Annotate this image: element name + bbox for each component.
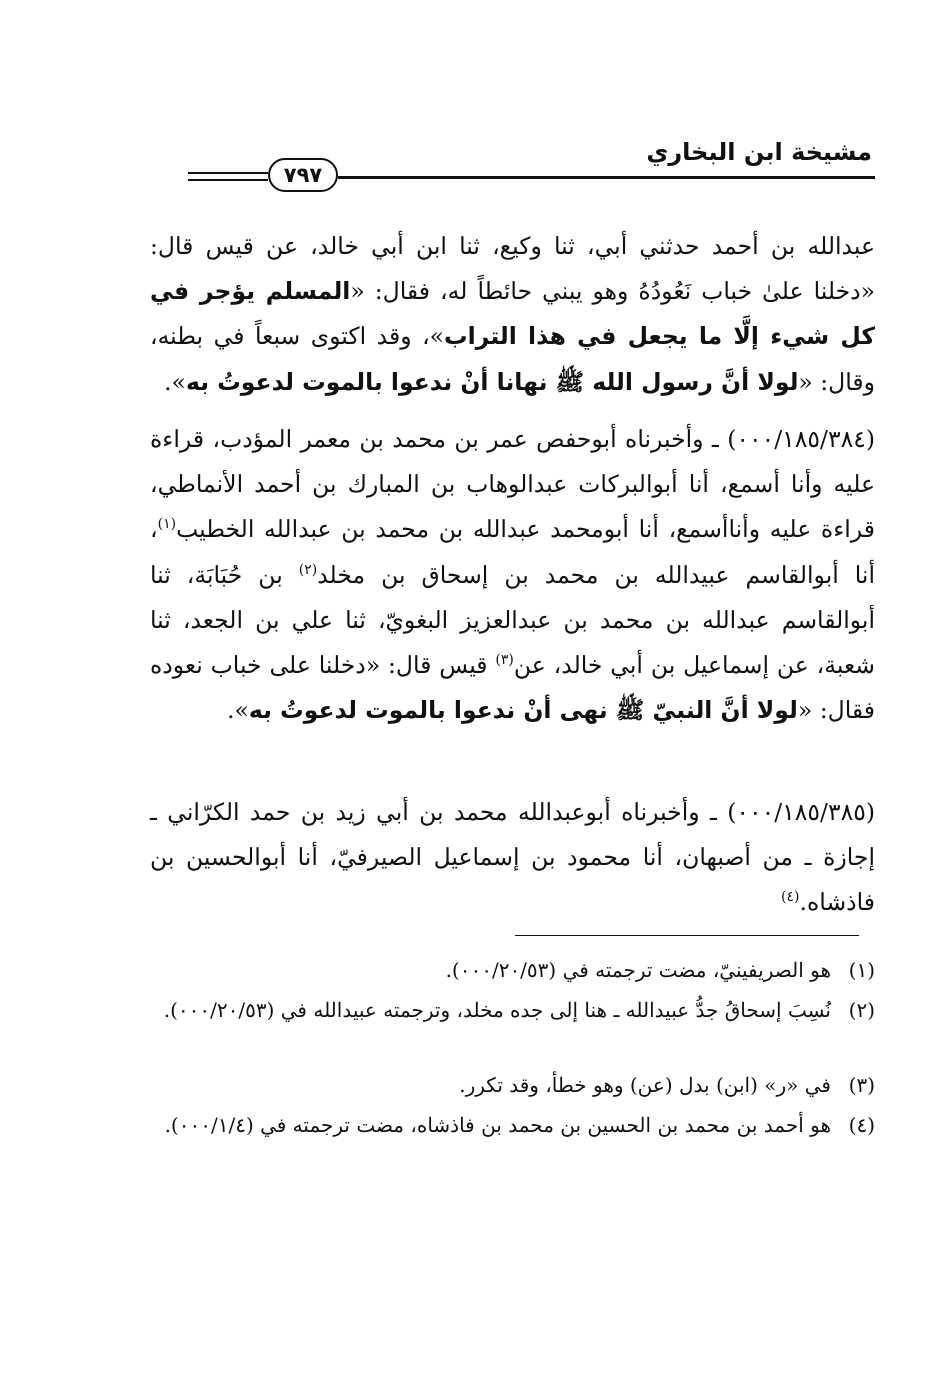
bold-quote: لولا أنَّ رسول الله ﷺ نهانا أنْ ندعوا بالموت لدعوتُ به	[185, 367, 799, 396]
text: ».	[164, 367, 186, 396]
text: ».	[227, 696, 249, 725]
text: عبدالله بن أحمد حدثني أبي، ثنا وكيع، ثنا ابن أبي خالد، عن قيس قال: «دخلنا علىٰ خباب نَعُودُهُ وهو يبني حائطاً له، فقال: «	[150, 232, 875, 306]
footnote-text: هو أحمد بن محمد بن الحسين بن محمد بن فاذشاه، مضت ترجمته في (٠٠٠/١/٤).	[164, 1113, 831, 1137]
footnote-separator	[515, 935, 859, 936]
footnote-ref-3[interactable]: (٣)	[495, 652, 514, 669]
page-number: ٧٩٧	[268, 158, 338, 192]
footnote-text: نُسِبَ إسحاقُ جدُّ عبيدالله ـ هنا إلى جده مخلد، وترجمته عبيدالله في (٠٠٠/٢٠/٥٣).	[163, 998, 831, 1022]
bold-quote: لولا أنَّ النبيّ ﷺ نهى أنْ ندعوا بالموت لدعوتُ به	[248, 696, 798, 725]
footnote-number: (٣)	[848, 1073, 875, 1097]
text: ، أنا أبوالقاسم عبيدالله بن محمد بن إسحاق بن مخلد	[150, 515, 875, 589]
paragraph-1	[150, 224, 875, 405]
footnote-ref-1[interactable]: (١)	[157, 516, 177, 533]
text: (٠٠٠/١٨٥/٣٨٤) ـ وأخبرناه أبوحفص عمر بن محمد بن معمر المؤدب، قراءة عليه وأنا أسمع، أنا أبوالبركات عبدالوهاب بن المبارك بن أحمد الأنماطي، قراءة عليه وأناأسمع، أنا أبومحمد عبدالله بن محمد بن عبدالله الخطيب	[150, 425, 875, 544]
header-rule-left-bottom	[188, 179, 268, 181]
header-rule-left-top	[188, 172, 268, 174]
running-header-title: مشيخة ابن البخاري	[646, 138, 872, 166]
footnote-ref-2[interactable]: (٢)	[298, 561, 318, 578]
footnote-2	[140, 993, 875, 1028]
paragraph-3	[150, 790, 875, 926]
bold-quote: المسلم يؤجر في كل شيء إلَّا ما يجعل في هذا التراب	[150, 277, 875, 351]
footnote-number: (٢)	[848, 998, 875, 1022]
paragraph-2	[150, 417, 875, 733]
text: »، وقد اكتوى سبعاً في بطنه، وقال: «	[150, 322, 875, 396]
footnote-text: هو الصريفينيّ، مضت ترجمته في (٠٠٠/٢٠/٥٣).	[445, 958, 831, 982]
footnote-3	[140, 1068, 875, 1103]
footnote-ref-4[interactable]: (٤)	[781, 889, 800, 906]
footnote-1	[140, 953, 875, 988]
footnote-number: (٤)	[848, 1113, 875, 1137]
text: قيس قال: «دخلنا على خباب نعوده فقال: «	[150, 651, 875, 725]
text: (٠٠٠/١٨٥/٣٨٥) ـ وأخبرناه أبوعبدالله محمد بن أبي زيد بن حمد الكرّاني ـ إجازة ـ من أصبهان، أنا محمود بن إسماعيل الصيرفيّ، أنا أبوالحسين بن فاذشاه.	[150, 798, 875, 917]
text: بن حُبَابَة، ثنا أبوالقاسم عبدالله بن محمد بن عبدالعزيز البغويّ، ثنا علي بن الجعد، ثنا شعبة، عن إسماعيل بن أبي خالد، عن	[150, 560, 875, 680]
footnote-number: (١)	[848, 958, 875, 982]
header-rule	[338, 176, 875, 179]
footnote-text: في «ر» (ابن) بدل (عن) وهو خطأ، وقد تكرر.	[459, 1073, 831, 1097]
footnote-4	[140, 1108, 875, 1143]
